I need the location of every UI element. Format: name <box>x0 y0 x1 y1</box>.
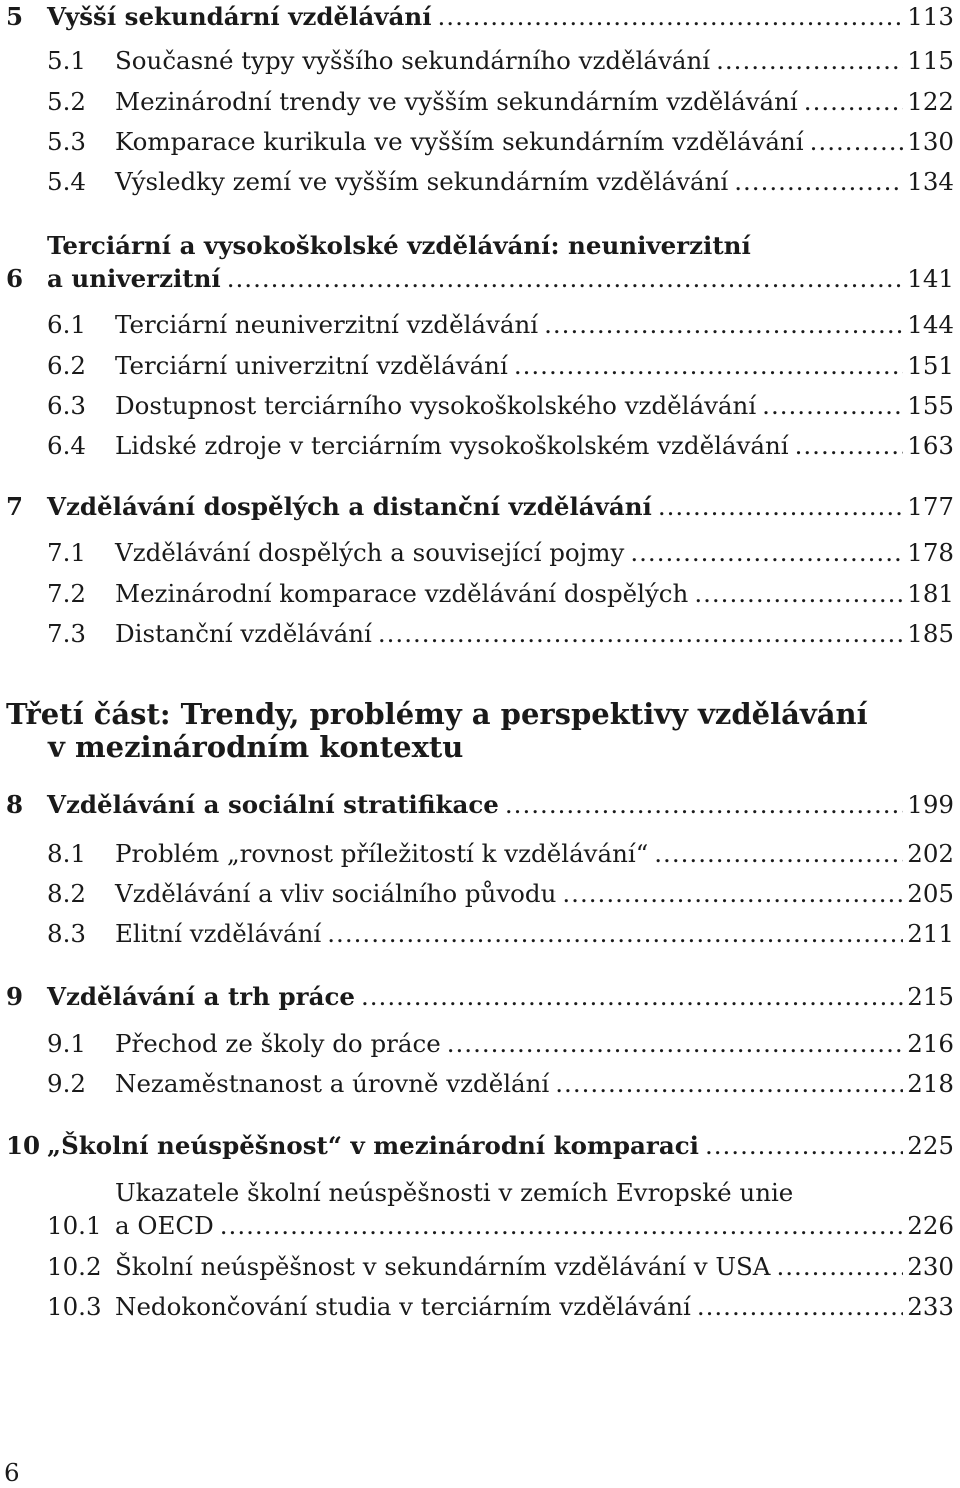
toc-section-entry <box>0 837 960 871</box>
toc-entry-number: 9.1 <box>47 1029 86 1058</box>
toc-entry-number: 10.3 <box>47 1292 102 1321</box>
toc-entry-page: 230 <box>907 1252 954 1281</box>
dot-leader <box>654 837 903 871</box>
toc-section-entry <box>0 1178 960 1243</box>
toc-entry-page: 216 <box>907 1029 954 1058</box>
toc-entry-number: 6.4 <box>47 431 86 460</box>
toc-entry-title: Vzdělávání dospělých a distanční vzdělávání <box>47 492 652 521</box>
toc-section-entry <box>0 536 960 570</box>
dot-leader <box>438 0 904 34</box>
toc-entry-title-line1: Ukazatele školní neúspěšnosti v zemích Evropské unie <box>115 1178 794 1207</box>
toc-section-entry <box>0 349 960 383</box>
toc-section-entry <box>0 1250 960 1284</box>
dot-leader <box>716 44 903 78</box>
toc-section-entry <box>0 1027 960 1061</box>
dot-leader <box>555 1067 903 1101</box>
part-heading-line1: Třetí část: Trendy, problémy a perspektivy vzdělávání <box>6 697 868 731</box>
toc-entry-title: Školní neúspěšnost v sekundárním vzdělávání v USA <box>115 1252 771 1281</box>
toc-entry-title: Vzdělávání a trh práce <box>47 982 355 1011</box>
toc-entry-page: 113 <box>907 2 954 31</box>
toc-entry-title: Elitní vzdělávání <box>115 919 322 948</box>
toc-entry-page: 226 <box>907 1211 954 1240</box>
toc-entry-number: 7.3 <box>47 619 86 648</box>
toc-chapter-entry <box>0 490 960 524</box>
toc-entry-page: 218 <box>907 1069 954 1098</box>
toc-entry-number: 5.4 <box>47 167 86 196</box>
toc-entry-number: 8.2 <box>47 879 86 908</box>
toc-entry-title: Současné typy vyššího sekundárního vzdělávání <box>115 46 711 75</box>
toc-entry-number: 6.1 <box>47 310 86 339</box>
toc-entry-page: 202 <box>907 839 954 868</box>
dot-leader <box>734 165 903 199</box>
toc-entry-title: Vzdělávání a sociální stratifikace <box>47 790 499 819</box>
dot-leader <box>705 1129 903 1163</box>
dot-leader <box>630 536 903 570</box>
toc-entry-number: 7.2 <box>47 579 86 608</box>
toc-entry-title: Vyšší sekundární vzdělávání <box>47 2 432 31</box>
dot-leader <box>378 617 903 651</box>
toc-entry-page: 233 <box>907 1292 954 1321</box>
toc-section-entry <box>0 165 960 199</box>
toc-entry-number: 5 <box>6 2 24 31</box>
toc-entry-title: Vzdělávání a vliv sociálního původu <box>115 879 557 908</box>
toc-entry-page: 205 <box>907 879 954 908</box>
toc-entry-title: a OECD <box>115 1211 214 1240</box>
dot-leader <box>361 980 903 1014</box>
toc-entry-page: 163 <box>907 431 954 460</box>
toc-entry-page: 225 <box>907 1131 954 1160</box>
toc-entry-title: Vzdělávání dospělých a související pojmy <box>115 538 625 567</box>
part-heading-line2: v mezinárodním kontextu <box>48 730 464 764</box>
toc-entry-number: 8 <box>6 790 24 819</box>
toc-entry-page: 211 <box>907 919 954 948</box>
toc-entry-title: Mezinárodní trendy ve vyšším sekundárním vzdělávání <box>115 87 798 116</box>
toc-entry-page: 130 <box>907 127 954 156</box>
toc-entry-page: 115 <box>907 46 954 75</box>
toc-entry-page: 151 <box>907 351 954 380</box>
dot-leader <box>697 1290 903 1324</box>
toc-section-entry <box>0 577 960 611</box>
toc-entry-title: Přechod ze školy do práce <box>115 1029 441 1058</box>
dot-leader <box>658 490 903 524</box>
toc-entry-title: Distanční vzdělávání <box>115 619 372 648</box>
toc-chapter-entry <box>0 231 960 296</box>
toc-entry-number: 6 <box>6 264 24 293</box>
toc-entry-page: 134 <box>907 167 954 196</box>
toc-section-entry <box>0 429 960 463</box>
dot-leader <box>544 308 903 342</box>
toc-entry-page: 181 <box>907 579 954 608</box>
page-number: 6 <box>4 1458 20 1487</box>
toc-entry-page: 215 <box>907 982 954 1011</box>
toc-section-entry <box>0 1067 960 1101</box>
toc-entry-page: 185 <box>907 619 954 648</box>
dot-leader <box>810 125 904 159</box>
dot-leader <box>447 1027 904 1061</box>
toc-entry-number: 5.1 <box>47 46 86 75</box>
toc-entry-page: 122 <box>907 87 954 116</box>
toc-entry-title: Komparace kurikula ve vyšším sekundárním vzdělávání <box>115 127 804 156</box>
toc-entry-number: 10.1 <box>47 1211 102 1240</box>
toc-entry-number: 9 <box>6 982 24 1011</box>
toc-entry-number: 8.3 <box>47 919 86 948</box>
toc-chapter-entry <box>0 0 960 34</box>
toc-section-entry <box>0 125 960 159</box>
toc-entry-number: 10 <box>6 1131 41 1160</box>
toc-entry-title: Výsledky zemí ve vyšším sekundárním vzdělávání <box>115 167 729 196</box>
dot-leader <box>776 1250 903 1284</box>
dot-leader <box>795 429 904 463</box>
toc-entry-title: Mezinárodní komparace vzdělávání dospělých <box>115 579 689 608</box>
dot-leader <box>514 349 903 383</box>
toc-entry-page: 178 <box>907 538 954 567</box>
toc-entry-title: Lidské zdroje v terciárním vysokoškolském vzdělávání <box>115 431 789 460</box>
toc-entry-number: 5.2 <box>47 87 86 116</box>
part-heading <box>6 698 956 764</box>
toc-entry-number: 6.3 <box>47 391 86 420</box>
toc-entry-number: 6.2 <box>47 351 86 380</box>
toc-entry-title: Dostupnost terciárního vysokoškolského vzdělávání <box>115 391 757 420</box>
dot-leader <box>762 389 903 423</box>
toc-chapter-entry <box>0 1129 960 1163</box>
toc-entry-title: Problém „rovnost příležitostí k vzdělávání“ <box>115 839 649 868</box>
toc-chapter-entry <box>0 788 960 822</box>
dot-leader <box>227 262 904 296</box>
toc-entry-page: 155 <box>907 391 954 420</box>
toc-entry-page: 144 <box>907 310 954 339</box>
toc-section-entry <box>0 44 960 78</box>
dot-leader <box>327 917 903 951</box>
dot-leader <box>562 877 903 911</box>
dot-leader <box>694 577 903 611</box>
toc-entry-title: a univerzitní <box>47 264 221 293</box>
toc-section-entry <box>0 389 960 423</box>
toc-entry-page: 177 <box>907 492 954 521</box>
toc-entry-number: 10.2 <box>47 1252 102 1281</box>
toc-entry-title: Terciární univerzitní vzdělávání <box>115 351 508 380</box>
toc-section-entry <box>0 1290 960 1324</box>
toc-section-entry <box>0 308 960 342</box>
toc-entry-title: „Školní neúspěšnost“ v mezinárodní komparaci <box>47 1131 699 1160</box>
toc-entry-number: 9.2 <box>47 1069 86 1098</box>
dot-leader <box>220 1209 903 1243</box>
toc-entry-page: 199 <box>907 790 954 819</box>
toc-entry-number: 5.3 <box>47 127 86 156</box>
toc-chapter-entry <box>0 980 960 1014</box>
toc-entry-title: Nezaměstnanost a úrovně vzdělání <box>115 1069 550 1098</box>
toc-entry-number: 7 <box>6 492 24 521</box>
toc-entry-page: 141 <box>907 264 954 293</box>
toc-entry-number: 7.1 <box>47 538 86 567</box>
toc-section-entry <box>0 85 960 119</box>
toc-entry-title: Nedokončování studia v terciárním vzdělávání <box>115 1292 691 1321</box>
toc-section-entry <box>0 617 960 651</box>
toc-section-entry <box>0 917 960 951</box>
toc-section-entry <box>0 877 960 911</box>
toc-entry-number: 8.1 <box>47 839 86 868</box>
toc-entry-title: Terciární neuniverzitní vzdělávání <box>115 310 539 339</box>
dot-leader <box>804 85 903 119</box>
toc-entry-title-line1: Terciární a vysokoškolské vzdělávání: neuniverzitní <box>47 231 751 260</box>
dot-leader <box>505 788 903 822</box>
